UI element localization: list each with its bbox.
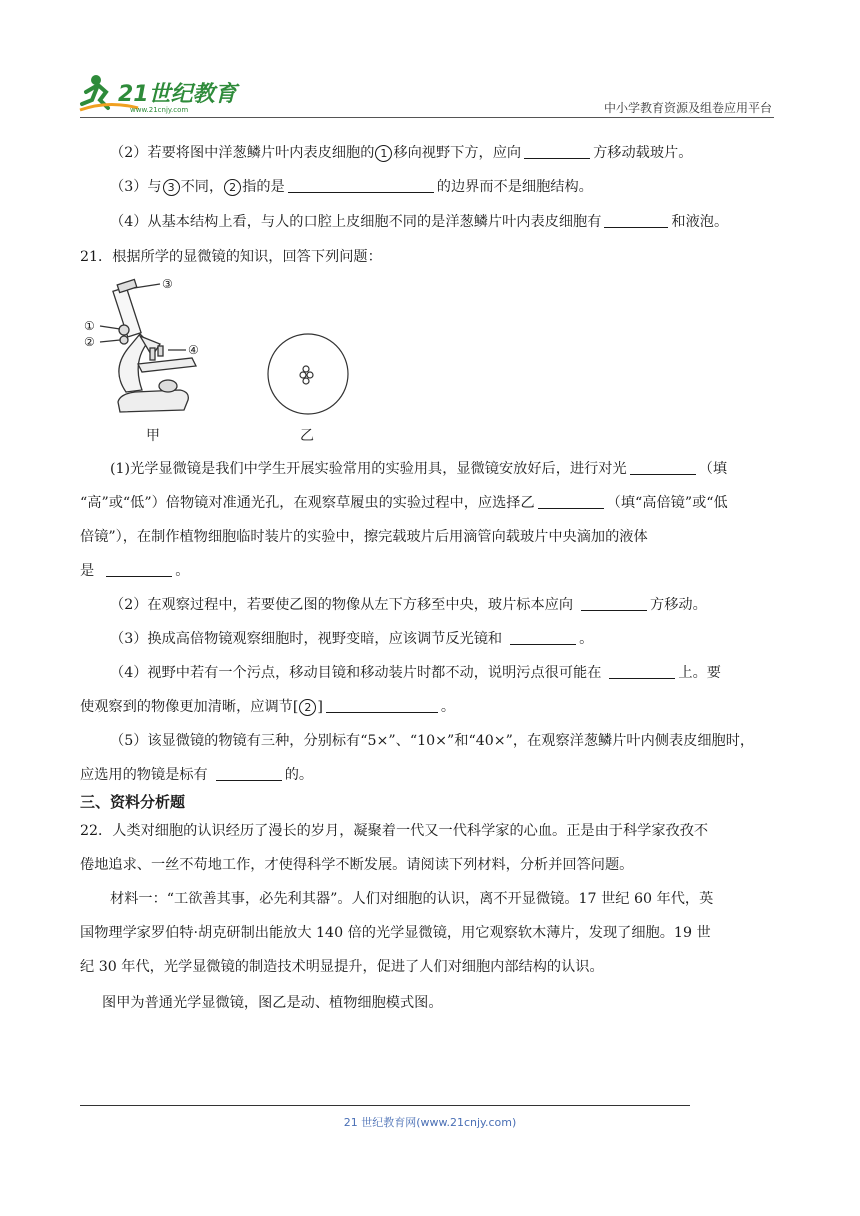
svg-text:④: ④ bbox=[188, 343, 199, 357]
q21-part1-line3: 倍镜”），在制作植物细胞临时装片的实验中，擦完载玻片后用滴管向载玻片中央滴加的液体 bbox=[80, 529, 648, 545]
answer-blank[interactable] bbox=[581, 596, 647, 611]
answer-blank[interactable] bbox=[510, 630, 576, 645]
q21-part4-line1: （4）视野中若有一个污点，移动目镜和移动装片时都不动，说明污点很可能在 上。要 bbox=[110, 665, 721, 681]
answer-blank[interactable] bbox=[326, 698, 438, 713]
answer-blank[interactable] bbox=[538, 494, 604, 509]
q22-material1-line1: 材料一：“工欲善其事，必先利其器”。人们对细胞的认识，离不开显微镜。17 世纪 60 年代，英 bbox=[110, 891, 714, 907]
answer-blank[interactable] bbox=[630, 460, 696, 475]
circle-marker: 1 bbox=[375, 145, 392, 162]
q22-material1-line3: 纪 30 年代，光学显微镜的制造技术明显提升，促进了人们对细胞内部结构的认识。 bbox=[80, 959, 604, 975]
q21-part1-line1: (1)光学显微镜是我们中学生开展实验常用的实验用具，显微镜安放好后，进行对光 （填 bbox=[110, 461, 728, 477]
q20-part2: （2）若要将图中洋葱鳞片叶内表皮细胞的 1 移向视野下方，应向 方移动载玻片。 bbox=[110, 145, 693, 161]
q21-stem: 21．根据所学的显微镜的知识，回答下列问题： bbox=[80, 249, 382, 265]
header-rule bbox=[80, 117, 774, 118]
logo-text: 21世纪教育 bbox=[118, 82, 237, 107]
q21-part1-line4: 是 。 bbox=[80, 563, 190, 579]
microscope-diagram bbox=[100, 279, 196, 412]
q22-figure-note: 图甲为普通光学显微镜，图乙是动、植物细胞模式图。 bbox=[102, 995, 443, 1011]
figure-b-caption: 乙 bbox=[300, 428, 314, 444]
answer-blank[interactable] bbox=[604, 213, 668, 228]
figure-a-caption: 甲 bbox=[146, 428, 160, 444]
q20-part4: （4）从基本结构上看，与人的口腔上皮细胞不同的是洋葱鳞片叶内表皮细胞有 和液泡。 bbox=[110, 214, 729, 230]
circle-marker: 2 bbox=[224, 179, 241, 196]
svg-text:①: ① bbox=[84, 319, 95, 333]
field-of-view-diagram bbox=[268, 334, 348, 414]
q21-part4-line2: 使观察到的物像更加清晰，应调节[ 2 ] 。 bbox=[80, 699, 456, 715]
answer-blank[interactable] bbox=[288, 178, 434, 193]
q21-part5-line2: 应选用的物镜是标有 的。 bbox=[80, 767, 314, 783]
logo-url: www.21cnjy.com bbox=[130, 106, 189, 114]
q21-part1-line2: “高”或“低”）倍物镜对准通光孔，在观察草履虫的实验过程中，应选择乙 （填“高倍镜”或“低 bbox=[80, 495, 728, 511]
header-platform-text: 中小学教育资源及组卷应用平台 bbox=[603, 101, 772, 115]
q22-stem-line1: 22．人类对细胞的认识经历了漫长的岁月，凝聚着一代又一代科学家的心血。正是由于科学家孜孜不 bbox=[80, 823, 709, 839]
q20-part3: （3）与 3 不同， 2 指的是 的边界而不是细胞结构。 bbox=[110, 179, 593, 195]
answer-blank[interactable] bbox=[106, 562, 172, 577]
answer-blank[interactable] bbox=[524, 144, 590, 159]
answer-blank[interactable] bbox=[609, 664, 675, 679]
q22-stem-line2: 倦地追求、一丝不苟地工作，才使得科学不断发展。请阅读下列材料，分析并回答问题。 bbox=[80, 857, 634, 873]
q21-part2: （2）在观察过程中，若要使乙图的物像从左下方移至中央，玻片标本应向 方移动。 bbox=[110, 597, 707, 613]
footer-rule bbox=[80, 1105, 690, 1106]
circle-marker: 2 bbox=[299, 699, 316, 716]
microscope-figures bbox=[80, 274, 380, 450]
footer-link[interactable]: 21 世纪教育网(www.21cnjy.com) bbox=[343, 1116, 517, 1129]
circle-marker: 3 bbox=[163, 179, 180, 196]
q22-material1-line2: 国物理学家罗伯特·胡克研制出能放大 140 倍的光学显微镜，用它观察软木薄片，发现了细胞。19 世 bbox=[80, 925, 711, 941]
q21-part3: （3）换成高倍物镜观察细胞时，视野变暗，应该调节反光镜和 。 bbox=[110, 631, 594, 647]
answer-blank[interactable] bbox=[216, 766, 282, 781]
svg-text:②: ② bbox=[84, 335, 95, 349]
q21-part5-line1: （5）该显微镜的物镜有三种，分别标有“5×”、“10×”和“40×”，在观察洋葱鳞片叶内侧表皮细胞时， bbox=[110, 733, 755, 749]
site-logo bbox=[78, 70, 248, 114]
section-title: 三、资料分析题 bbox=[80, 793, 186, 811]
svg-text:③: ③ bbox=[162, 277, 173, 291]
